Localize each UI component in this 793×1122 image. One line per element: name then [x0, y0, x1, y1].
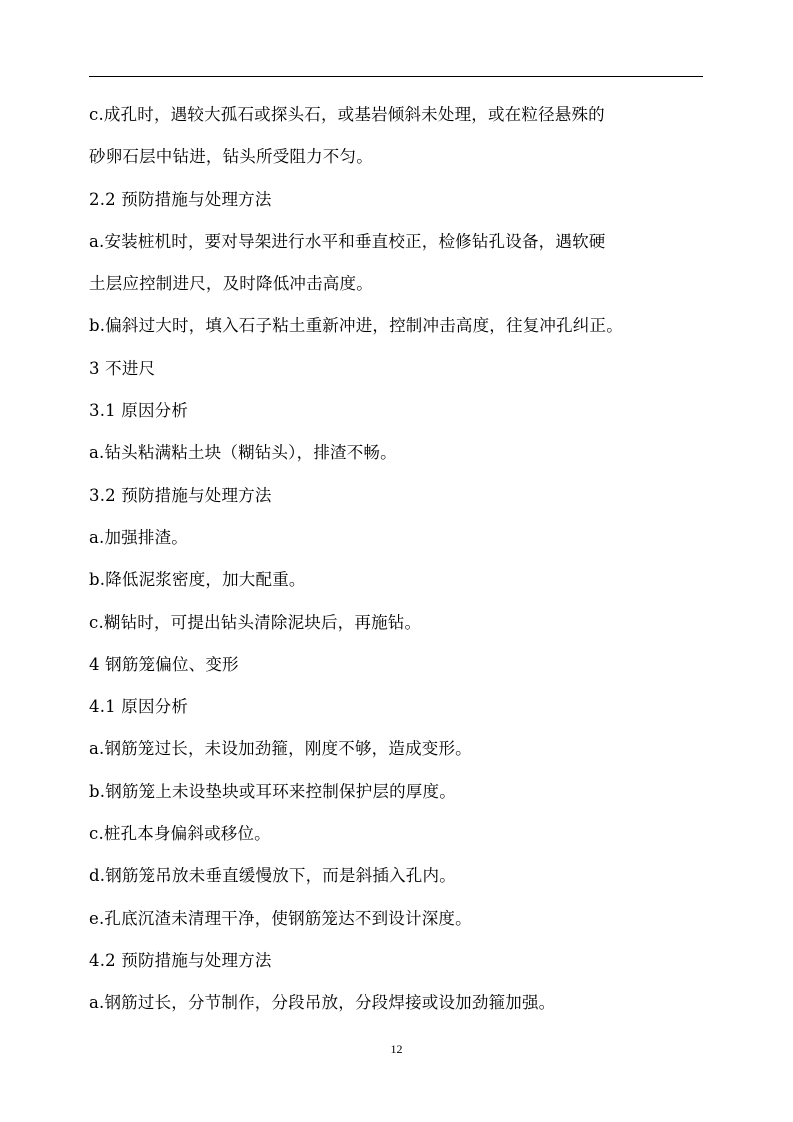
section-heading: 4.2 预防措施与处理方法 [89, 950, 272, 970]
header-rule [89, 76, 703, 77]
text-line: 砂卵石层中钻进，钻头所受阻力不匀。 [89, 147, 373, 167]
page-number: 12 [390, 1042, 403, 1056]
section-heading: 4.1 原因分析 [89, 697, 189, 717]
text-line: d.钢筋笼吊放未垂直缓慢放下，而是斜插入孔内。 [89, 866, 456, 886]
section-heading: 3 不进尺 [89, 358, 156, 378]
text-line: a.钢筋笼过长，未设加劲箍，刚度不够，造成变形。 [89, 739, 472, 759]
text-line: e.孔底沉渣未清理干净，使钢筋笼达不到设计深度。 [89, 908, 472, 928]
text-line: a.加强排渣。 [89, 527, 188, 547]
text-line: a.安装桩机时，要对导架进行水平和垂直校正，检修钻孔设备，遇软硬 [89, 231, 606, 251]
section-heading: 4 钢筋笼偏位、变形 [89, 654, 239, 674]
text-line: a.钢筋过长，分节制作，分段吊放，分段焊接或设加劲箍加强。 [89, 993, 556, 1013]
text-line: a.钻头粘满粘土块（糊钻头），排渣不畅。 [89, 443, 397, 463]
text-line: b.降低泥浆密度，加大配重。 [89, 570, 306, 590]
document-body [89, 94, 709, 1025]
text-line: b.偏斜过大时，填入石子粘土重新冲进，控制冲击高度，往复冲孔纠正。 [89, 316, 623, 336]
text-line: b.钢筋笼上未设垫块或耳环来控制保护层的厚度。 [89, 781, 456, 801]
section-heading: 3.2 预防措施与处理方法 [89, 485, 272, 505]
section-heading: 3.1 原因分析 [89, 401, 189, 421]
text-line: c.成孔时，遇较大孤石或探头石，或基岩倾斜未处理，或在粒径悬殊的 [89, 105, 605, 124]
text-line: 土层应控制进尺，及时降低冲击高度。 [89, 274, 373, 294]
section-heading: 2.2 预防措施与处理方法 [89, 189, 272, 209]
text-line: c.桩孔本身偏斜或移位。 [89, 824, 271, 844]
text-line: c.糊钻时，可提出钻头清除泥块后，再施钻。 [89, 612, 422, 632]
